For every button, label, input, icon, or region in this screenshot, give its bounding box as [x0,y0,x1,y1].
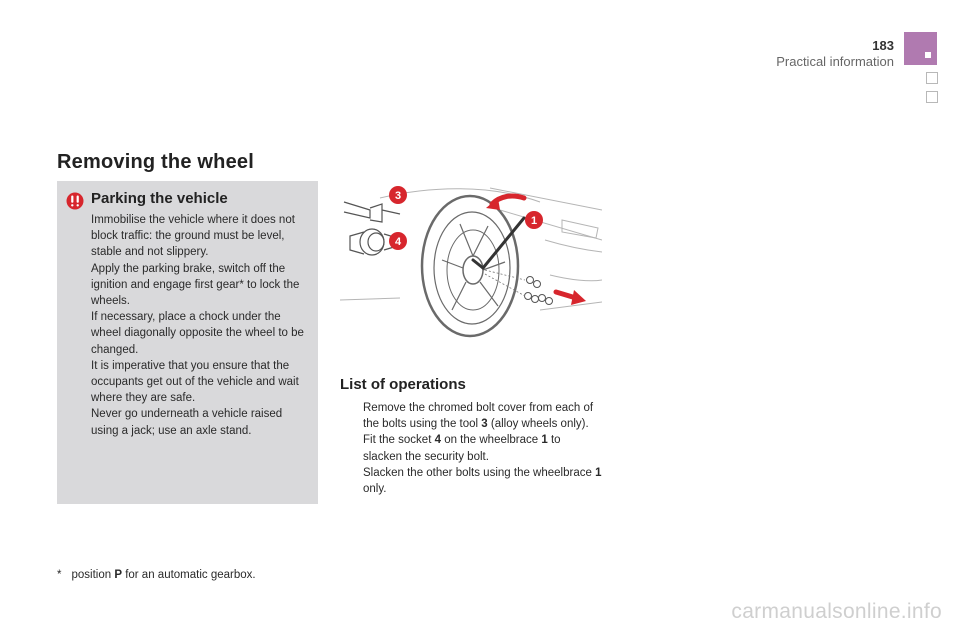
list-item [340,465,602,497]
warning-paragraph: Never go underneath a vehicle raised using a jack; use an axle stand. [91,408,283,437]
warning-body [91,212,309,439]
warning-paragraph: It is imperative that you ensure that the occupants get out of the vehicle and wait where they are safe. [91,359,299,405]
callout-label: 4 [394,236,402,248]
watermark: carmanualsonline.info [731,600,942,623]
item-text: only. [363,483,387,496]
item-text: on the wheelbrace [441,434,542,447]
warning-title: Parking the vehicle [91,190,228,207]
wheel [422,196,518,336]
item-ref: 1 [541,434,548,447]
section-tab-outline [926,72,938,84]
socket-tool [350,229,394,255]
warning-icon [66,192,84,210]
footnote-text: position [71,569,115,581]
page-number: 183 [872,38,894,53]
item-text: Remove the chromed bolt cover from each of the bolts using the tool [363,402,594,431]
callout-label: 3 [394,190,402,202]
bolt-cover-tool [344,202,400,222]
warning-paragraph: Apply the parking brake, switch off the ignition and engage first gear* to lock the wheels. [91,262,300,308]
item-text: Fit the socket [363,434,435,447]
warning-paragraph: Immobilise the vehicle where it does not block traffic: the ground must be level, stable and not slippery. [91,214,295,259]
warning-paragraph: If necessary, place a chock under the wheel diagonally opposite the wheel to be changed. [91,311,304,356]
callout-1 [525,211,543,229]
operations-title: List of operations [340,376,466,393]
callout-3 [389,186,407,204]
callout-label: 1 [530,215,538,227]
list-item [340,400,602,432]
item-ref: 1 [595,466,602,479]
item-ref: 4 [434,434,441,447]
footnote-star: * [57,569,62,581]
bolt-lines [485,270,525,296]
operations-list [340,400,602,497]
tab-dot [925,52,931,58]
section-label: Practical information [776,54,894,69]
item-text: (alloy wheels only). [487,418,589,431]
footnote-text: for an automatic gearbox. [122,569,256,581]
list-item [340,432,602,464]
callout-4 [389,232,407,250]
footnote-ref: P [114,569,122,581]
removed-bolts [525,277,553,305]
removal-arrow-head [571,290,586,305]
item-text: to slacken the security bolt. [363,434,561,463]
section-tab-outline [926,91,938,103]
item-ref: 3 [481,418,488,431]
wheel-removal-illustration [340,180,602,340]
section-tab-active [904,32,937,65]
page-title: Removing the wheel [57,151,254,173]
footnote [57,569,256,581]
item-text: Slacken the other bolts using the wheelbrace [363,466,596,479]
